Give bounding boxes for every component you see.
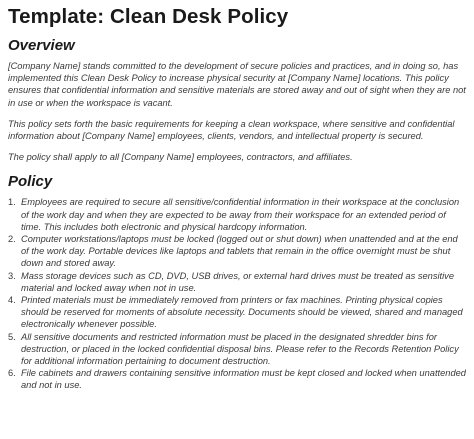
- policy-section: [8, 172, 466, 391]
- policy-heading: Policy: [8, 173, 53, 191]
- policy-item: [8, 367, 466, 391]
- policy-item: [8, 331, 466, 368]
- overview-paragraph: The policy shall apply to all [Company Name] employees, contractors, and affiliates.: [8, 152, 353, 163]
- policy-item: [8, 294, 466, 331]
- overview-paragraph: [Company Name] stands committed to the development of secure policies and practices, and in doing so, has implemented this Clean Desk Policy to increase physical security at [Company Name] locations. This policy ensures that confidential information and sensitive materials are stored away and out of sight when they are not in use or when the workspace is vacant.: [8, 61, 466, 108]
- policy-item-text: Mass storage devices such as CD, DVD, USB drives, or external hard drives must be treated as sensitive material and locked away when not in use.: [21, 270, 454, 293]
- policy-item-number: 5.: [8, 331, 16, 342]
- document-title: Template: Clean Desk Policy: [8, 5, 289, 28]
- policy-item-number: 1.: [8, 197, 16, 208]
- overview-heading: Overview: [8, 37, 75, 54]
- policy-item-number: 4.: [8, 295, 16, 306]
- policy-list: [8, 196, 466, 391]
- policy-item-number: 6.: [8, 368, 16, 379]
- policy-item-text: Computer workstations/laptops must be locked (logged out or shut down) when unattended and at the end of the work day. Portable devices like laptops and tablets that remain in the office overnight must be shut down and stored away.: [21, 234, 458, 269]
- policy-item-text: All sensitive documents and restricted information must be placed in the designated shredder bins for destruction, or placed in the locked confidential disposal bins. Please refer to the Records Retention Policy for additional information pertaining to document destruction.: [21, 331, 459, 367]
- policy-item-text: File cabinets and drawers containing sensitive information must be kept closed and locked when unattended and not in use.: [21, 368, 466, 391]
- policy-item-text: Printed materials must be immediately removed from printers or fax machines. Printing physical copies should be reserved for moments of absolute necessity. Documents should be viewed, shared and managed electronically whenever possible.: [21, 295, 463, 330]
- overview-section: [8, 36, 466, 163]
- policy-item: [8, 270, 466, 294]
- policy-item-text: Employees are required to secure all sensitive/confidential information in their workspace at the conclusion of the work day and when they are expected to be away from their workspace for an extended period of time. This includes both electronic and physical hardcopy information.: [21, 197, 460, 232]
- overview-paragraph: This policy sets forth the basic requirements for keeping a clean workspace, where sensitive and confidential information about [Company Name] employees, clients, vendors, and intellectual property is secured.: [8, 118, 455, 142]
- policy-item: [8, 233, 466, 270]
- policy-item-number: 2.: [8, 234, 16, 245]
- policy-item-number: 3.: [8, 270, 16, 281]
- policy-item: [8, 196, 466, 233]
